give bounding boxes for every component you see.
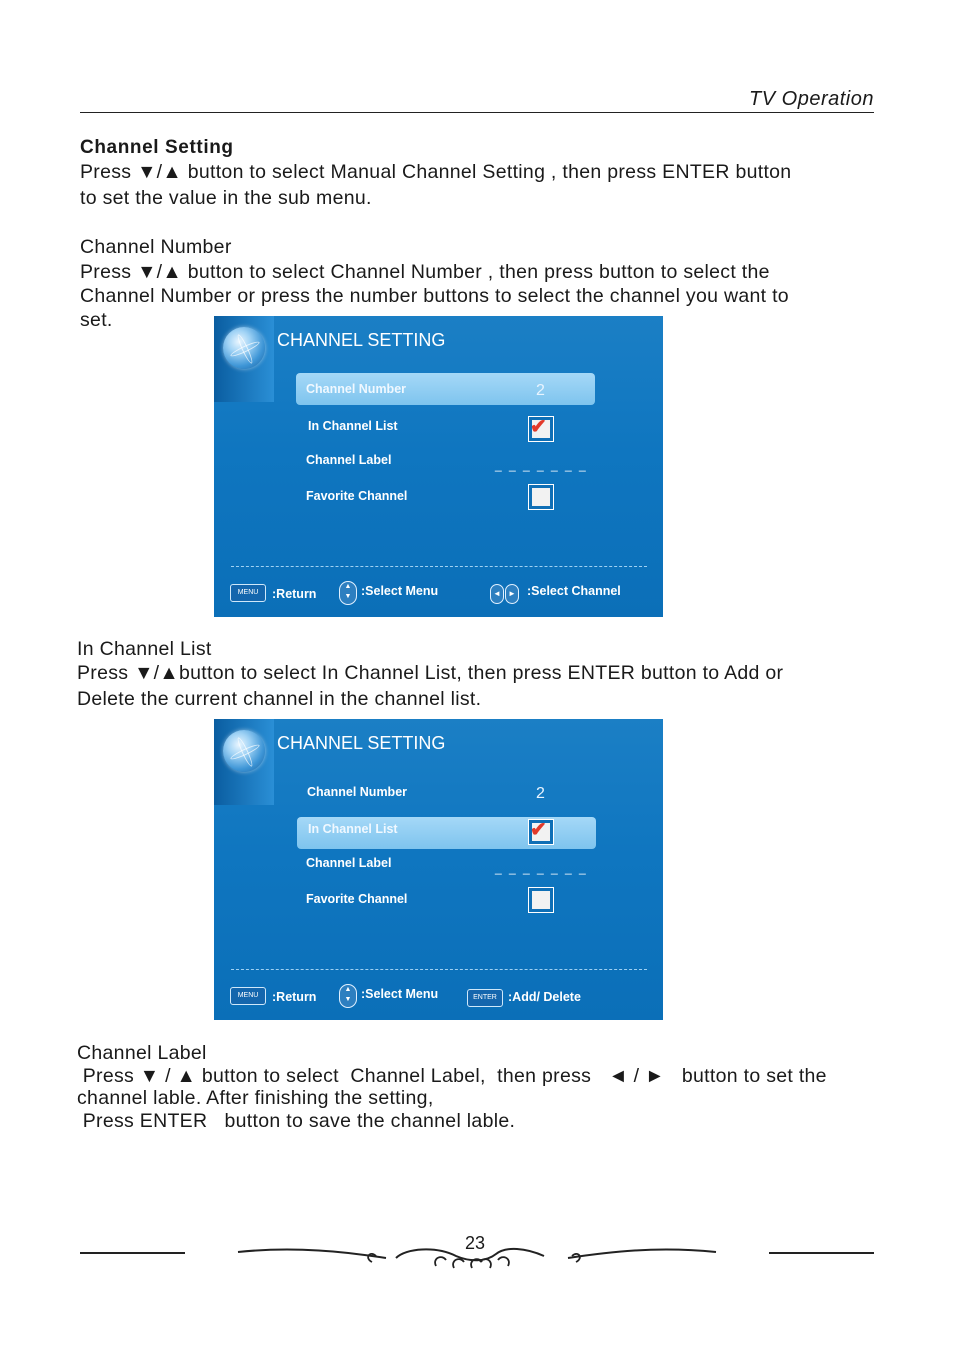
channel-number-line-2: Channel Number or press the number buttons to select the channel you want to xyxy=(80,285,789,307)
menu-item-channel-number[interactable]: Channel Number xyxy=(306,382,407,396)
channel-number-line-3: set. xyxy=(80,309,113,331)
left-right-icon: ◄ ► xyxy=(490,584,520,604)
channel-setting-menu-1 xyxy=(214,316,663,617)
section-heading-channel-label: Channel Label xyxy=(77,1042,207,1064)
menu-title: CHANNEL SETTING xyxy=(277,330,446,350)
select-channel-hint: :Select Channel xyxy=(527,584,621,598)
channel-label-line-3: Press ENTER button to save the channel lable. xyxy=(77,1110,516,1132)
checkmark-icon: ✔ xyxy=(530,819,547,841)
menu-title: CHANNEL SETTING xyxy=(277,733,446,753)
return-hint: :Return xyxy=(272,587,317,601)
up-down-icon: ▲ ▼ xyxy=(339,984,357,1008)
menu-item-channel-label[interactable]: Channel Label xyxy=(306,856,392,870)
channel-label-line-2: channel lable. After finishing the setting, xyxy=(77,1087,434,1109)
favorite-channel-checkbox[interactable] xyxy=(528,887,554,913)
select-menu-hint: :Select Menu xyxy=(361,987,439,1001)
menu-item-in-channel-list[interactable]: In Channel List xyxy=(308,419,398,433)
channel-number-line-1: Press ▼/▲ button to select Channel Number , then press button to select the xyxy=(80,261,770,283)
channel-setting-menu-2 xyxy=(214,719,663,1020)
section-heading-channel-setting: Channel Setting xyxy=(80,137,234,158)
footer-rule-left xyxy=(80,1252,185,1254)
menu-key-icon: MENU xyxy=(230,987,266,1005)
menu-footer-separator xyxy=(231,566,647,567)
up-down-icon: ▲ ▼ xyxy=(339,581,357,605)
menu-item-channel-label[interactable]: Channel Label xyxy=(306,453,392,467)
footer-rule-right xyxy=(769,1252,874,1254)
channel-label-value: _ _ _ _ _ _ _ xyxy=(495,458,588,472)
in-channel-list-checkbox[interactable] xyxy=(528,416,554,442)
in-channel-list-checkbox[interactable] xyxy=(528,819,554,845)
section-heading-in-channel-list: In Channel List xyxy=(77,638,212,660)
globe-icon xyxy=(223,327,265,369)
section-heading-channel-number: Channel Number xyxy=(80,236,232,258)
checkmark-icon: ✔ xyxy=(530,416,547,438)
menu-item-channel-number[interactable]: Channel Number xyxy=(307,785,408,799)
select-menu-hint: :Select Menu xyxy=(361,584,439,598)
channel-number-value: 2 xyxy=(536,785,545,802)
enter-key-icon: ENTER xyxy=(467,989,503,1007)
channel-number-value: 2 xyxy=(536,382,545,399)
add-delete-hint: :Add/ Delete xyxy=(508,990,581,1004)
header-rule xyxy=(80,112,874,113)
in-channel-list-line-1: Press ▼/▲button to select In Channel List, then press ENTER button to Add or xyxy=(77,662,784,684)
return-hint: :Return xyxy=(272,990,317,1004)
channel-label-line-1: Press ▼ / ▲ button to select Channel Label, then press ◄ / ► button to set the xyxy=(77,1065,827,1087)
intro-line-2: to set the value in the sub menu. xyxy=(80,187,372,209)
menu-item-in-channel-list[interactable]: In Channel List xyxy=(308,822,398,836)
menu-item-favorite-channel[interactable]: Favorite Channel xyxy=(306,892,408,906)
in-channel-list-line-2: Delete the current channel in the channel list. xyxy=(77,688,482,710)
page-number: 23 xyxy=(465,1233,486,1253)
intro-line-1: Press ▼/▲ button to select Manual Channel Setting , then press ENTER button xyxy=(80,161,792,183)
header-title: TV Operation xyxy=(749,88,874,110)
menu-key-icon: MENU xyxy=(230,584,266,602)
globe-icon xyxy=(223,730,265,772)
favorite-channel-checkbox[interactable] xyxy=(528,484,554,510)
menu-footer-separator xyxy=(231,969,647,970)
menu-item-favorite-channel[interactable]: Favorite Channel xyxy=(306,489,408,503)
channel-label-value: _ _ _ _ _ _ _ xyxy=(495,861,588,875)
